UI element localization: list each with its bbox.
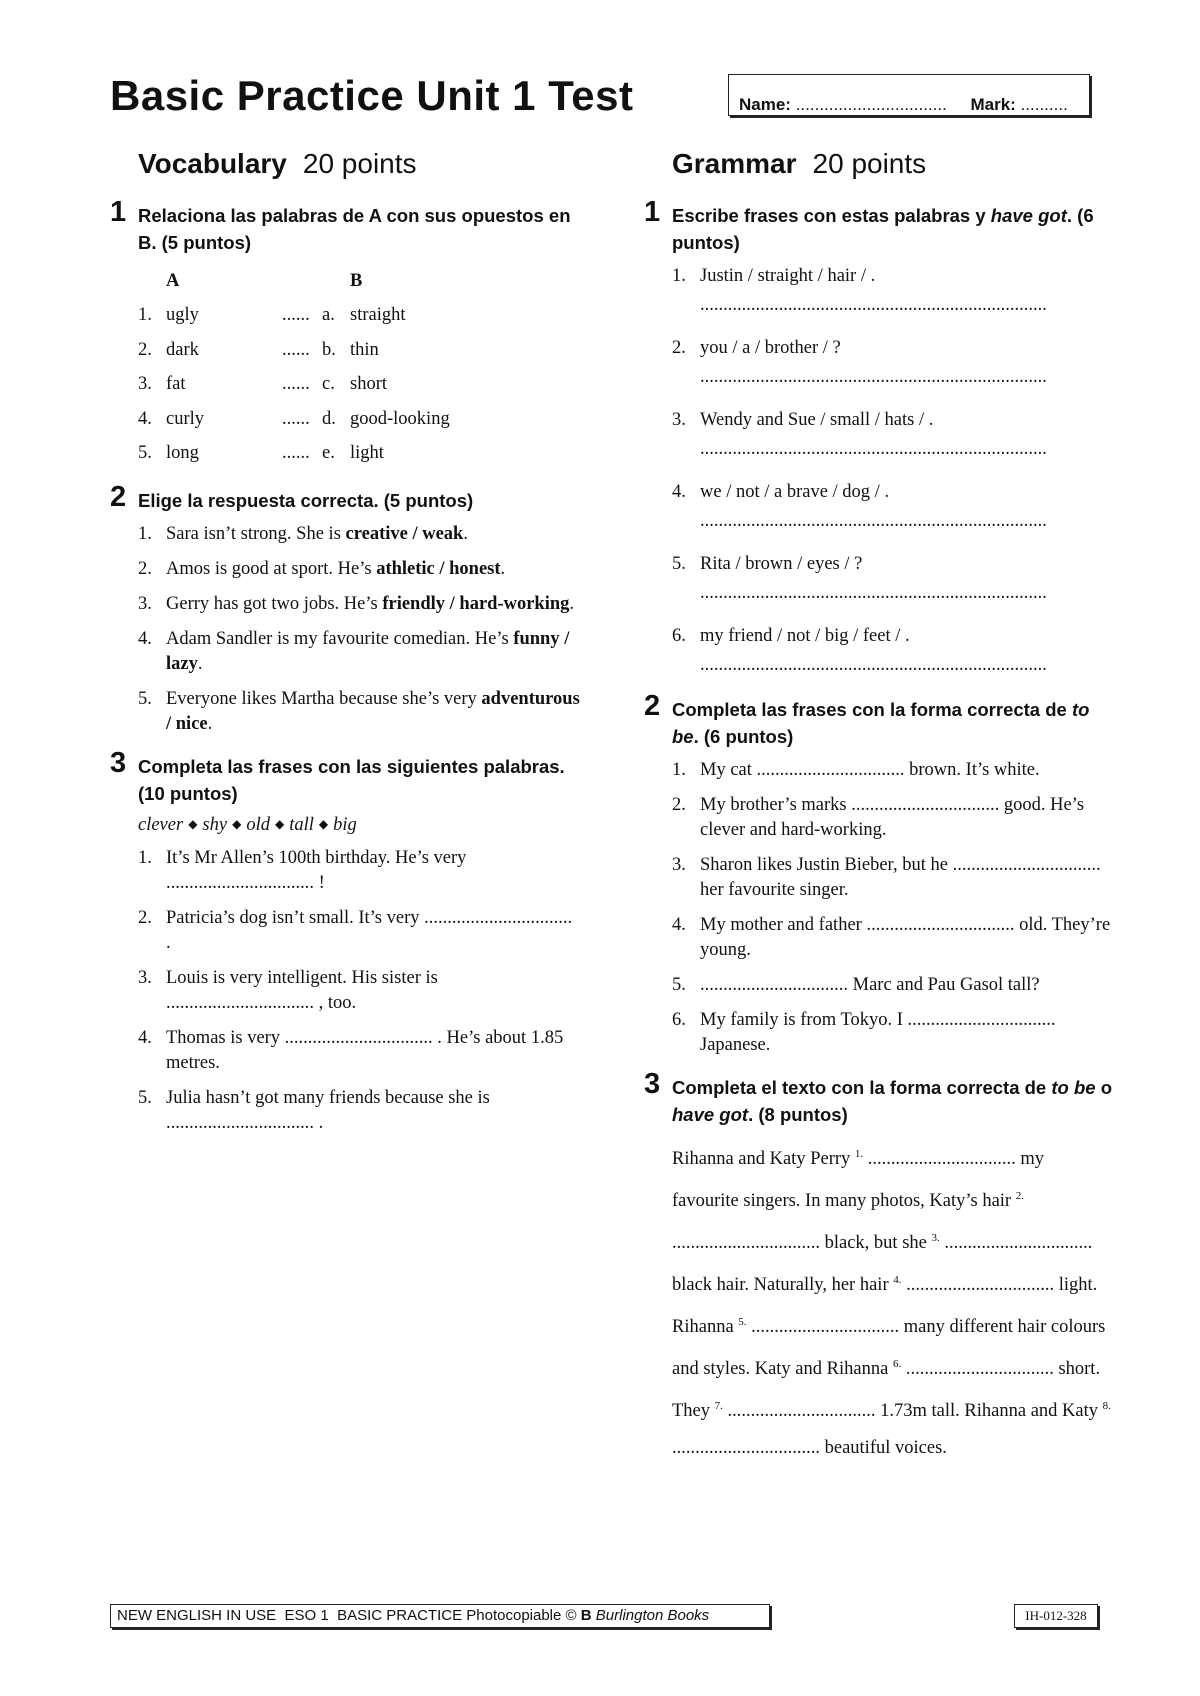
vocab-exercise-1	[110, 196, 580, 471]
item-number: 1.	[138, 524, 152, 544]
item-number: 2.	[138, 908, 152, 928]
word-b: light	[350, 443, 384, 464]
item-number: 4.	[672, 482, 686, 502]
item-text	[700, 408, 1114, 462]
answer-choice[interactable]: friendly / hard-working	[382, 594, 570, 614]
vocab-exercise-3	[110, 747, 580, 1136]
word-bank-word: shy	[202, 815, 228, 835]
answer-line[interactable]: ...........................................................................	[700, 439, 1047, 459]
exercise-number: 1	[644, 196, 661, 228]
list-item	[672, 793, 1114, 843]
word-bank-word: old	[246, 815, 270, 835]
list-item	[138, 906, 580, 956]
gap-number: 6.	[892, 1357, 902, 1370]
list-item	[138, 1086, 580, 1136]
list-item	[672, 552, 1114, 606]
level-name: ESO 1	[284, 1607, 329, 1624]
story-text: ................................ short. They	[672, 1358, 1101, 1421]
answer-line[interactable]: ...........................................................................	[700, 655, 1047, 675]
item-number: 6.	[672, 1010, 686, 1030]
answer-line[interactable]: ...........................................................................	[700, 367, 1047, 387]
story-text: Rihanna and Katy Perry	[672, 1149, 855, 1170]
name-label: Name:	[739, 95, 791, 114]
answer-gap[interactable]: ......	[282, 374, 310, 395]
word-separator: ◆	[188, 817, 198, 831]
item-number: 2.	[672, 795, 686, 815]
gap-fill-list	[672, 758, 1114, 1058]
item-number: 5.	[138, 1088, 152, 1108]
word-separator: ◆	[318, 817, 329, 831]
gap-number: 7.	[714, 1399, 723, 1412]
publisher-name: Burlington Books	[595, 1607, 710, 1624]
prompt-words: we / not / a brave / dog / .	[700, 482, 890, 502]
word-bank-word: clever	[138, 815, 184, 835]
exercise-number: 1	[110, 196, 127, 228]
story-text: ................................ my favourite singers. In many photos, Katy’s hair	[672, 1149, 1045, 1212]
series-name: NEW ENGLISH IN USE	[117, 1607, 277, 1624]
list-item	[138, 687, 580, 737]
gap-number: 1.	[854, 1148, 864, 1160]
list-item	[672, 1008, 1114, 1058]
word-a: long	[166, 443, 199, 464]
answer-gap[interactable]: ......	[282, 305, 310, 326]
column-b-header: B	[350, 270, 363, 291]
word-b: thin	[350, 339, 379, 360]
option-letter: d.	[322, 408, 336, 429]
word-bank-word: tall	[289, 815, 314, 835]
answer-line[interactable]: ...........................................................................	[700, 583, 1047, 603]
item-text[interactable]: Louis is very intelligent. His sister is ................................ , too.	[166, 968, 438, 1013]
list-item	[672, 480, 1114, 534]
word-a: curly	[166, 408, 205, 429]
item-text[interactable]: Julia hasn’t got many friends because she is ................................ .	[166, 1088, 490, 1133]
prompt-words: Wendy and Sue / small / hats / .	[700, 410, 934, 430]
item-text	[700, 480, 1114, 534]
list-item	[138, 627, 580, 677]
prompt-words: you / a / brother / ?	[700, 338, 841, 358]
footer-credits	[110, 1604, 770, 1628]
document-code: IH-012-328	[1014, 1604, 1098, 1628]
exercise-number: 2	[110, 481, 127, 513]
choice-list	[138, 522, 580, 737]
exercise-instruction: Completa las frases con las siguientes palabras. (10 puntos)	[138, 756, 565, 804]
word-separator: ◆	[232, 817, 242, 831]
test-title: Basic Practice Unit 1 Test	[110, 72, 634, 119]
item-number: 1.	[138, 848, 152, 868]
grammar-exercise-2	[644, 690, 1114, 1058]
item-text[interactable]: ................................ Marc and Pau Gasol tall?	[700, 975, 1040, 995]
item-number: 4.	[138, 408, 152, 429]
list-item	[138, 522, 580, 547]
exercise-instruction: Completa el texto con la forma correcta de to be o have got. (8 puntos)	[672, 1077, 1113, 1125]
list-item	[672, 624, 1114, 678]
gap-number: 3.	[931, 1231, 940, 1244]
word-bank-word: big	[333, 815, 357, 835]
grammar-column	[644, 148, 1114, 1482]
mark-label: Mark:	[970, 95, 1016, 114]
answer-gap[interactable]: ......	[282, 339, 310, 360]
item-number: 5.	[138, 443, 152, 464]
answer-line[interactable]: ...........................................................................	[700, 295, 1047, 315]
gap-number: 8.	[1102, 1399, 1111, 1412]
item-text[interactable]: Thomas is very ................................ . He’s about 1.85 metres.	[166, 1028, 564, 1073]
list-item	[138, 557, 580, 582]
item-text[interactable]: My cat ................................ brown. It’s white.	[700, 760, 1040, 780]
item-number: 2.	[138, 339, 152, 360]
story-text: ................................ many different hair colours and styles. Katy and Rihanna	[672, 1316, 1106, 1379]
match-row	[138, 333, 580, 368]
prompt-words: Rita / brown / eyes / ?	[700, 554, 863, 574]
item-number: 1.	[138, 305, 152, 326]
item-number: 4.	[138, 1028, 152, 1048]
vocab-exercise-2	[110, 481, 580, 737]
match-row	[138, 368, 580, 403]
matching-table	[138, 264, 580, 471]
option-letter: e.	[322, 443, 335, 464]
answer-choice[interactable]: funny / lazy	[166, 629, 570, 674]
exercise-number: 2	[644, 690, 661, 722]
exercise-instruction: Relaciona las palabras de A con sus opuestos en B. (5 puntos)	[138, 205, 571, 253]
list-item	[138, 592, 580, 617]
item-number: 3.	[672, 410, 686, 430]
story-text: ................................ 1.73m tall. Rihanna and Katy	[722, 1400, 1103, 1421]
word-a: dark	[166, 339, 199, 360]
item-text[interactable]: My mother and father ................................ old. They’re young.	[700, 915, 1111, 960]
list-item	[138, 1026, 580, 1076]
item-number: 3.	[672, 855, 686, 875]
exercise-instruction: Elige la respuesta correcta. (5 puntos)	[138, 490, 474, 511]
list-item	[672, 408, 1114, 462]
exercise-number: 3	[110, 747, 127, 779]
item-text: Amos is good at sport. He’s athletic / honest.	[166, 559, 506, 579]
item-text	[700, 552, 1114, 606]
item-text	[700, 336, 1114, 390]
item-number: 2.	[672, 338, 686, 358]
item-number: 5.	[138, 689, 152, 709]
item-number: 4.	[138, 629, 152, 649]
exercise-instruction: Completa las frases con la forma correcta de to be. (6 puntos)	[672, 699, 1090, 747]
list-item	[672, 336, 1114, 390]
item-text: Adam Sandler is my favourite comedian. He’s funny / lazy.	[166, 629, 570, 674]
item-text: Everyone likes Martha because she’s very adventurous / nice.	[166, 689, 580, 734]
list-item	[672, 973, 1114, 998]
item-text[interactable]: It’s Mr Allen’s 100th birthday. He’s very ................................ !	[166, 848, 467, 893]
gap-number: 2.	[1015, 1189, 1024, 1202]
vocabulary-column	[110, 148, 580, 1152]
answer-gap[interactable]: ......	[282, 443, 310, 464]
list-item	[138, 846, 580, 896]
publisher-logo: B	[580, 1607, 592, 1624]
word-bank	[138, 815, 580, 836]
grammar-heading: Grammar 20 points	[672, 148, 927, 179]
item-number: 6.	[672, 626, 686, 646]
match-row	[138, 437, 580, 472]
item-text: Sara isn’t strong. She is creative / weak.	[166, 524, 468, 544]
option-letter: a.	[322, 305, 335, 326]
mark-field[interactable]: ..........	[1020, 95, 1068, 114]
item-text	[700, 264, 1114, 318]
word-separator: ◆	[274, 817, 285, 831]
prompt-words: my friend / not / big / feet / .	[700, 626, 910, 646]
list-item	[138, 966, 580, 1016]
story-text: ................................ beautiful voices.	[672, 1437, 947, 1458]
answer-gap[interactable]: ......	[282, 408, 310, 429]
answer-choice[interactable]: adventurous / nice	[166, 689, 580, 734]
name-field[interactable]: ................................	[795, 95, 947, 114]
answer-choice[interactable]: creative / weak	[345, 524, 464, 544]
item-number: 5.	[672, 975, 686, 995]
gap-fill-list	[138, 846, 580, 1136]
answer-choice[interactable]: athletic / honest	[376, 559, 501, 579]
item-number: 3.	[138, 968, 152, 988]
item-text	[700, 624, 1114, 678]
option-letter: c.	[322, 374, 335, 395]
exercise-instruction: Escribe frases con estas palabras y have got. (6 puntos)	[672, 205, 1094, 253]
item-text[interactable]: Patricia’s dog isn’t small. It’s very ................................ .	[166, 908, 573, 953]
word-b: good-looking	[350, 408, 450, 429]
match-row	[138, 299, 580, 334]
list-item	[672, 264, 1114, 318]
section-name: BASIC PRACTICE	[337, 1607, 463, 1624]
word-a: ugly	[166, 305, 199, 326]
item-number: 1.	[672, 760, 686, 780]
item-number: 5.	[672, 554, 686, 574]
item-number: 2.	[138, 559, 152, 579]
item-number: 1.	[672, 266, 686, 286]
word-b: straight	[350, 305, 406, 326]
word-a: fat	[166, 374, 186, 395]
word-b: short	[350, 374, 387, 395]
item-number: 3.	[138, 594, 152, 614]
option-letter: b.	[322, 339, 336, 360]
exercise-number: 3	[644, 1068, 661, 1100]
gap-number: 5.	[738, 1315, 747, 1328]
prompt-words: Justin / straight / hair / .	[700, 266, 876, 286]
story-text: ................................ black hair. Naturally, her hair	[672, 1233, 1093, 1296]
photocopiable-label: Photocopiable ©	[466, 1607, 577, 1624]
story-text: ................................ light. Rihanna	[672, 1275, 1098, 1337]
item-number: 3.	[138, 374, 152, 395]
gap-number: 4.	[893, 1273, 902, 1286]
item-text[interactable]: Sharon likes Justin Bieber, but he ................................ her favourite singer.	[700, 855, 1101, 900]
vocabulary-heading: Vocabulary 20 points	[138, 148, 417, 179]
sentence-list	[672, 264, 1114, 678]
grammar-exercise-1	[644, 196, 1114, 678]
column-a-header: A	[166, 270, 180, 291]
list-item	[672, 758, 1114, 783]
match-row	[138, 402, 580, 437]
name-mark-box	[728, 74, 1090, 116]
story-text: ................................ black, but she	[672, 1233, 932, 1254]
item-text[interactable]: My brother’s marks ................................ good. He’s clever and hard-working.	[700, 795, 1085, 840]
list-item	[672, 853, 1114, 903]
item-text[interactable]: My family is from Tokyo. I ................................ Japanese.	[700, 1010, 1056, 1055]
gap-fill-text	[672, 1136, 1114, 1466]
list-item	[672, 913, 1114, 963]
grammar-exercise-3	[644, 1068, 1114, 1466]
item-text: Gerry has got two jobs. He’s friendly / hard-working.	[166, 594, 575, 614]
item-number: 4.	[672, 915, 686, 935]
answer-line[interactable]: ...........................................................................	[700, 511, 1047, 531]
